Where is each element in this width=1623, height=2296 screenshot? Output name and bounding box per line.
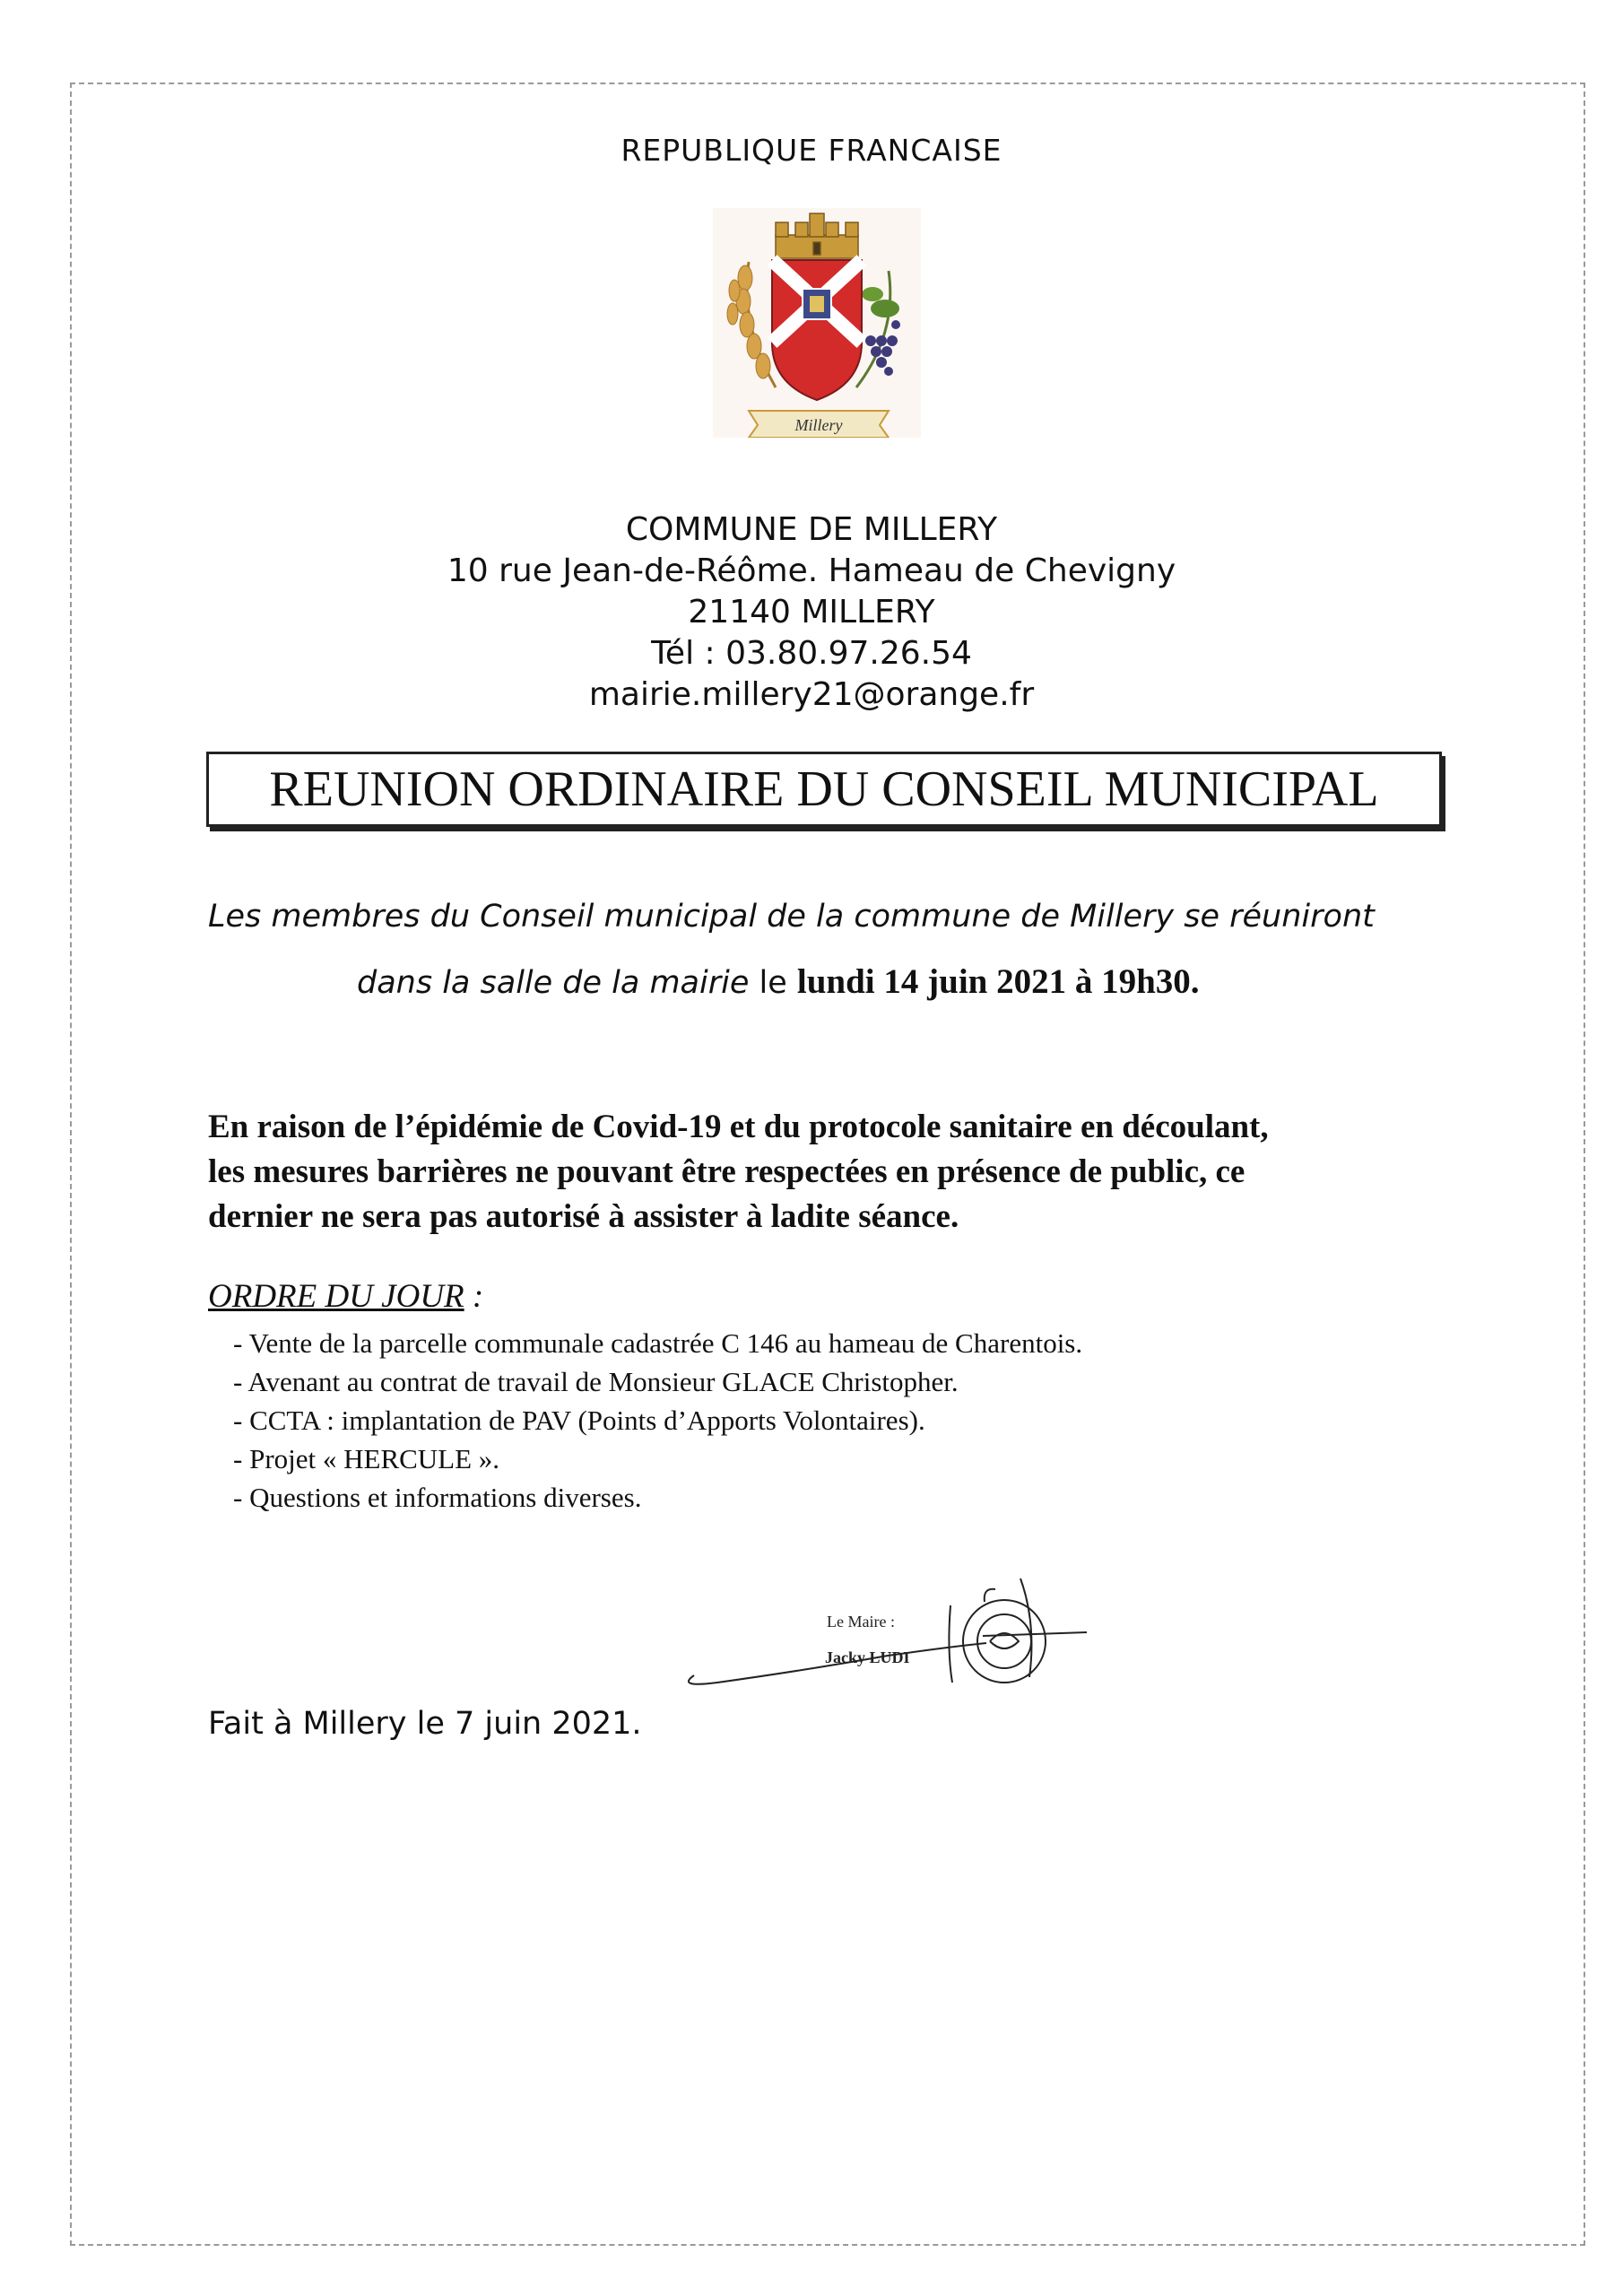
covid-line-2: les mesures barrières ne pouvant être respectées en présence de public, ce [208,1153,1245,1190]
covid-line-3: dernier ne sera pas autorisé à assister à ladite séance. [208,1198,959,1235]
commune-address-block [0,509,1623,716]
signature-title: Le Maire : [827,1613,895,1631]
intro-location: dans la salle de la mairie [357,965,750,1001]
handwritten-signature-icon [689,1578,1087,1684]
republic-heading: REPUBLIQUE FRANCAISE [621,133,1002,168]
phone-number: Tél : 03.80.97.26.54 [651,635,972,672]
email-address: mairie.millery21@orange.fr [588,676,1035,713]
mayor-signature-block [681,1570,1094,1713]
signature-name: Jacky LUDI [825,1648,910,1666]
agenda-item: - Vente de la parcelle communale cadastrée C 146 au hameau de Charentois. [233,1327,1083,1359]
grapes-icon [856,271,900,387]
signed-date: Fait à Millery le 7 juin 2021. [208,1706,642,1742]
agenda-heading-text: ORDRE DU JOUR [208,1278,464,1315]
crown-icon [776,213,858,258]
meeting-title: REUNION ORDINAIRE DU CONSEIL MUNICIPAL [206,752,1442,827]
banner-ribbon [749,411,889,438]
street-address: 10 rue Jean-de-Réôme. Hameau de Chevigny [447,552,1176,589]
agenda-item: - Questions et informations diverses. [233,1482,642,1513]
coat-of-arms-logo [713,208,921,438]
covid-line-1: En raison de l’épidémie de Covid-19 et du protocole sanitaire en découlant, [208,1109,1269,1145]
agenda-heading [208,1277,483,1316]
commune-name: COMMUNE DE MILLERY [625,511,998,548]
banner-text: Millery [794,416,843,434]
covid-notice [208,1105,1481,1239]
mairie-stamp-icon [963,1600,1046,1683]
agenda-list [233,1324,1082,1517]
meeting-date: lundi 14 juin 2021 à 19h30. [796,962,1200,1001]
intro-line-1: Les membres du Conseil municipal de la commune de Millery se réuniront [208,899,1375,935]
intro-line-2 [357,961,1200,1002]
agenda-item: - Avenant au contrat de travail de Monsieur GLACE Christopher. [233,1366,959,1397]
shield-icon [772,260,862,400]
agenda-item: - CCTA : implantation de PAV (Points d’Apports Volontaires). [233,1405,925,1436]
agenda-heading-colon: : [464,1278,484,1315]
wheat-icon [727,262,776,387]
intro-le: le [749,965,797,1001]
agenda-item: - Projet « HERCULE ». [233,1443,500,1474]
postal-city: 21140 MILLERY [688,594,935,631]
